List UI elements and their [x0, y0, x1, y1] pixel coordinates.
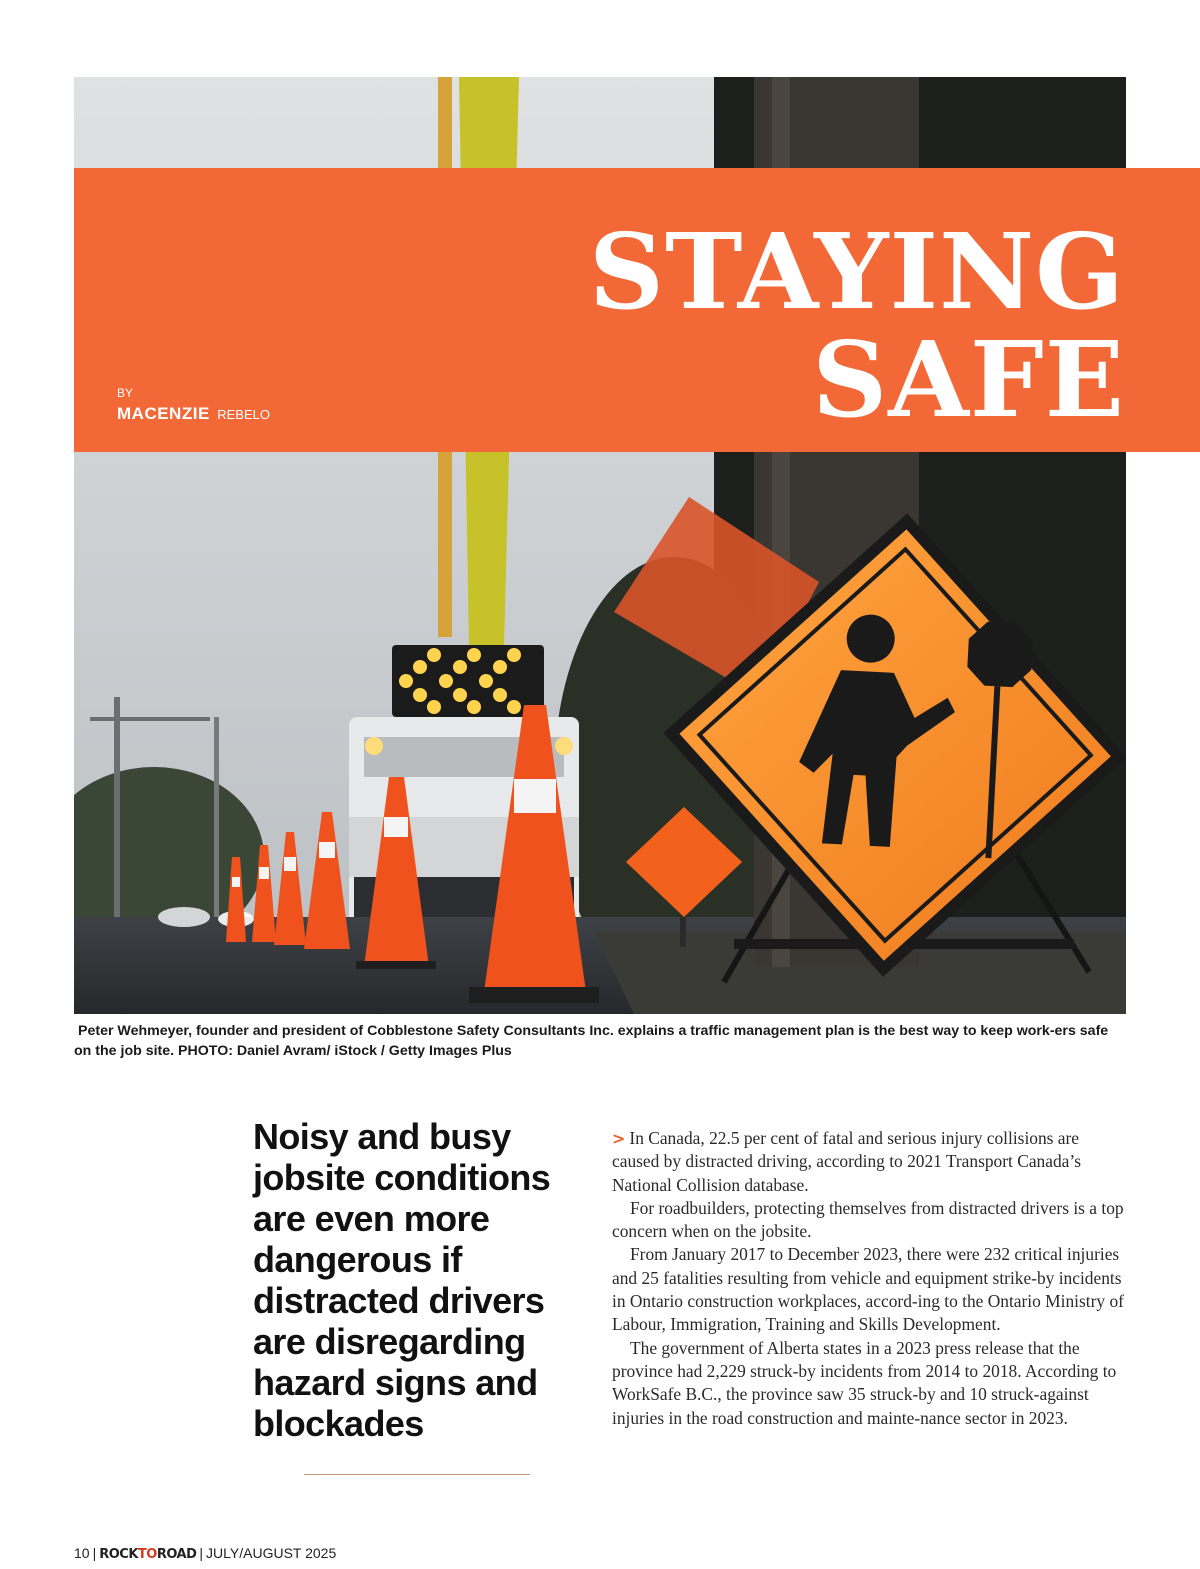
pull-quote: Noisy and busy jobsite conditions are even more dangerous if distracted drivers are disregarding hazard signs and blockades: [253, 1116, 551, 1444]
body-paragraph-3: From January 2017 to December 2023, there were 232 critical injuries and 25 fatalities resulting from vehicle and equipment strike-by incidents in Ontario construction workplaces, accord-ing to the Ontario Ministry of Labour, Immigration, Training and Skills Development.: [612, 1244, 1124, 1335]
article-body: [612, 1127, 1124, 1430]
photo-caption: Peter Wehmeyer, founder and president of Cobblestone Safety Consultants Inc. explains a traffic management plan is the best way to keep work-ers safe on the job site. PHOTO: Daniel Avram/ iStock / Getty Images Plus: [74, 1023, 1109, 1059]
author-first-name: MACENZIE: [117, 404, 210, 423]
logo-part-road: ROAD: [156, 1547, 197, 1562]
footer-separator: |: [199, 1545, 204, 1561]
page-footer: [74, 1545, 336, 1562]
article-title-line-2: SAFE: [812, 318, 1125, 441]
body-paragraph-1: [612, 1127, 1124, 1197]
body-paragraph-4: The government of Alberta states in a 2023 press release that the province had 2,229 struck-by incidents from 2014 to 2018. According to WorkSafe B.C., the province saw 35 struck-by and 10 struck-against injuries in the road construction and mainte-nance sector in 2023.: [612, 1337, 1117, 1428]
author-last-name: REBELO: [217, 407, 270, 422]
byline-prefix: BY: [117, 386, 134, 400]
body-paragraph-1-text: In Canada, 22.5 per cent of fatal and serious injury collisions are caused by distracted driving, according to 2021 Transport Canada’s National Collision database.: [612, 1128, 1081, 1195]
magazine-logo: [99, 1547, 196, 1562]
page-number: 10: [74, 1545, 90, 1561]
logo-part-rock: ROCK: [99, 1547, 138, 1562]
logo-part-to: TO: [137, 1547, 157, 1562]
article-title-line-1: STAYING: [588, 210, 1125, 333]
title-band: [74, 168, 1200, 452]
footer-separator: |: [92, 1545, 97, 1561]
pull-quote-divider: [304, 1474, 530, 1475]
byline: [117, 404, 270, 424]
body-paragraph-2: For roadbuilders, protecting themselves from distracted drivers is a top concern when on the jobsite.: [612, 1197, 1124, 1242]
paragraph-start-marker-icon: >: [612, 1129, 626, 1148]
issue-date: JULY/AUGUST 2025: [206, 1545, 337, 1561]
